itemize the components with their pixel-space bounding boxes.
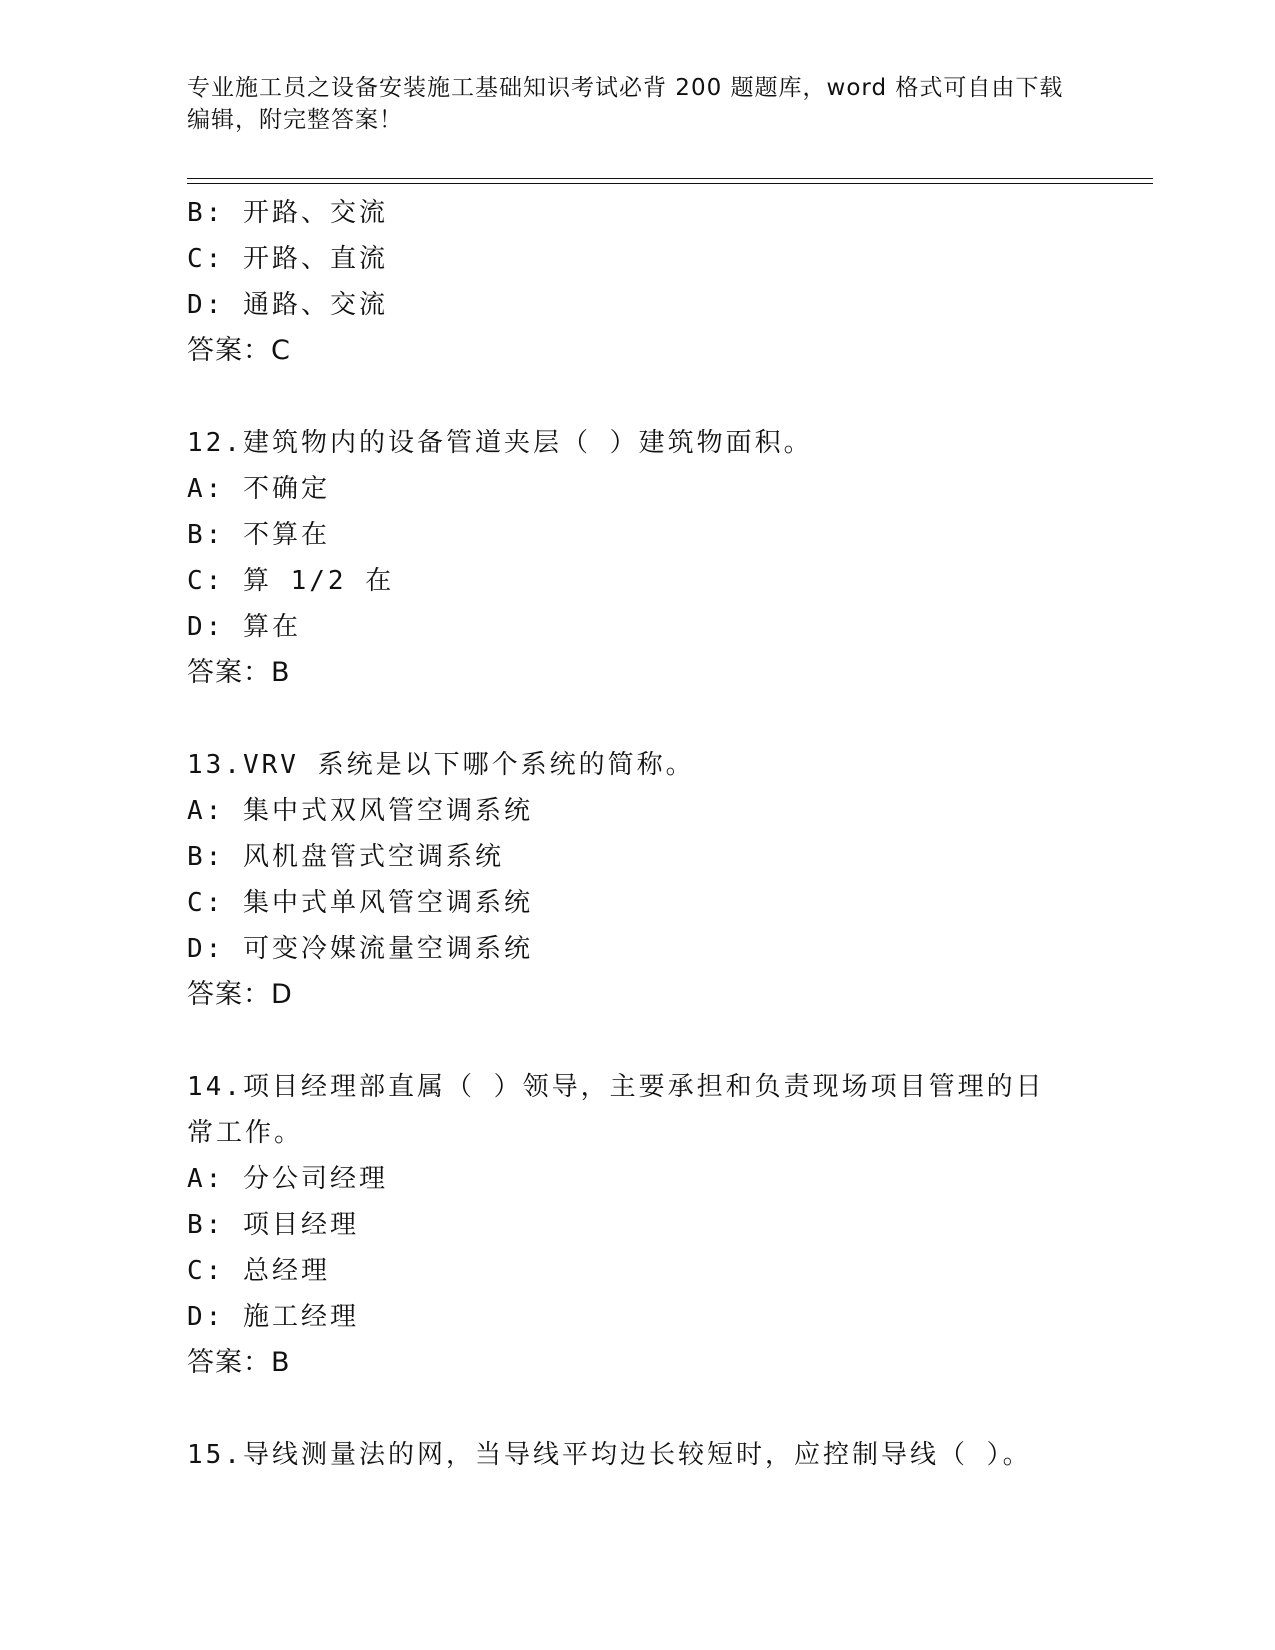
question-11-partial [187,190,1087,374]
option-d: D: 算在 [187,612,301,642]
question-stem: 15.导线测量法的网，当导线平均边长较短时，应控制导线（ ）。 [187,1440,1032,1470]
option-a: A: 集中式双风管空调系统 [187,796,533,826]
header-divider-bottom [187,183,1153,184]
option-d: D: 施工经理 [187,1302,359,1332]
question-12 [187,420,1087,696]
spacer [187,374,1087,420]
option-a: A: 不确定 [187,474,330,504]
answer: 答案：B [187,657,291,688]
spacer [187,1386,1087,1432]
answer: 答案：C [187,335,291,366]
option-b: B: 风机盘管式空调系统 [187,842,504,872]
option-b: B: 不算在 [187,520,330,550]
option-b: B: 项目经理 [187,1210,359,1240]
option-a: A: 分公司经理 [187,1164,388,1194]
question-stem: 13.VRV 系统是以下哪个系统的简称。 [187,750,695,780]
question-15 [187,1432,1087,1478]
option-c: C: 集中式单风管空调系统 [187,888,533,918]
option-b: B: 开路、交流 [187,198,388,228]
question-list [187,190,1087,1478]
answer: 答案：B [187,1347,291,1378]
option-d: D: 可变冷媒流量空调系统 [187,934,533,964]
option-c: C: 总经理 [187,1256,330,1286]
spacer [187,1018,1087,1064]
option-d: D: 通路、交流 [187,290,388,320]
document-header: 专业施工员之设备安装施工基础知识考试必背 200 题题库，word 格式可自由下载编辑，附完整答案！ [187,75,1064,133]
question-stem: 12.建筑物内的设备管道夹层（ ）建筑物面积。 [187,428,813,458]
answer: 答案：D [187,979,293,1010]
option-c: C: 开路、直流 [187,244,388,274]
header-divider-top [187,178,1153,179]
option-c: C: 算 1/2 在 [187,566,395,596]
question-14 [187,1064,1087,1386]
question-stem: 14.项目经理部直属（ ）领导，主要承担和负责现场项目管理的日常工作。 [187,1072,1045,1148]
spacer [187,696,1087,742]
question-13 [187,742,1087,1018]
